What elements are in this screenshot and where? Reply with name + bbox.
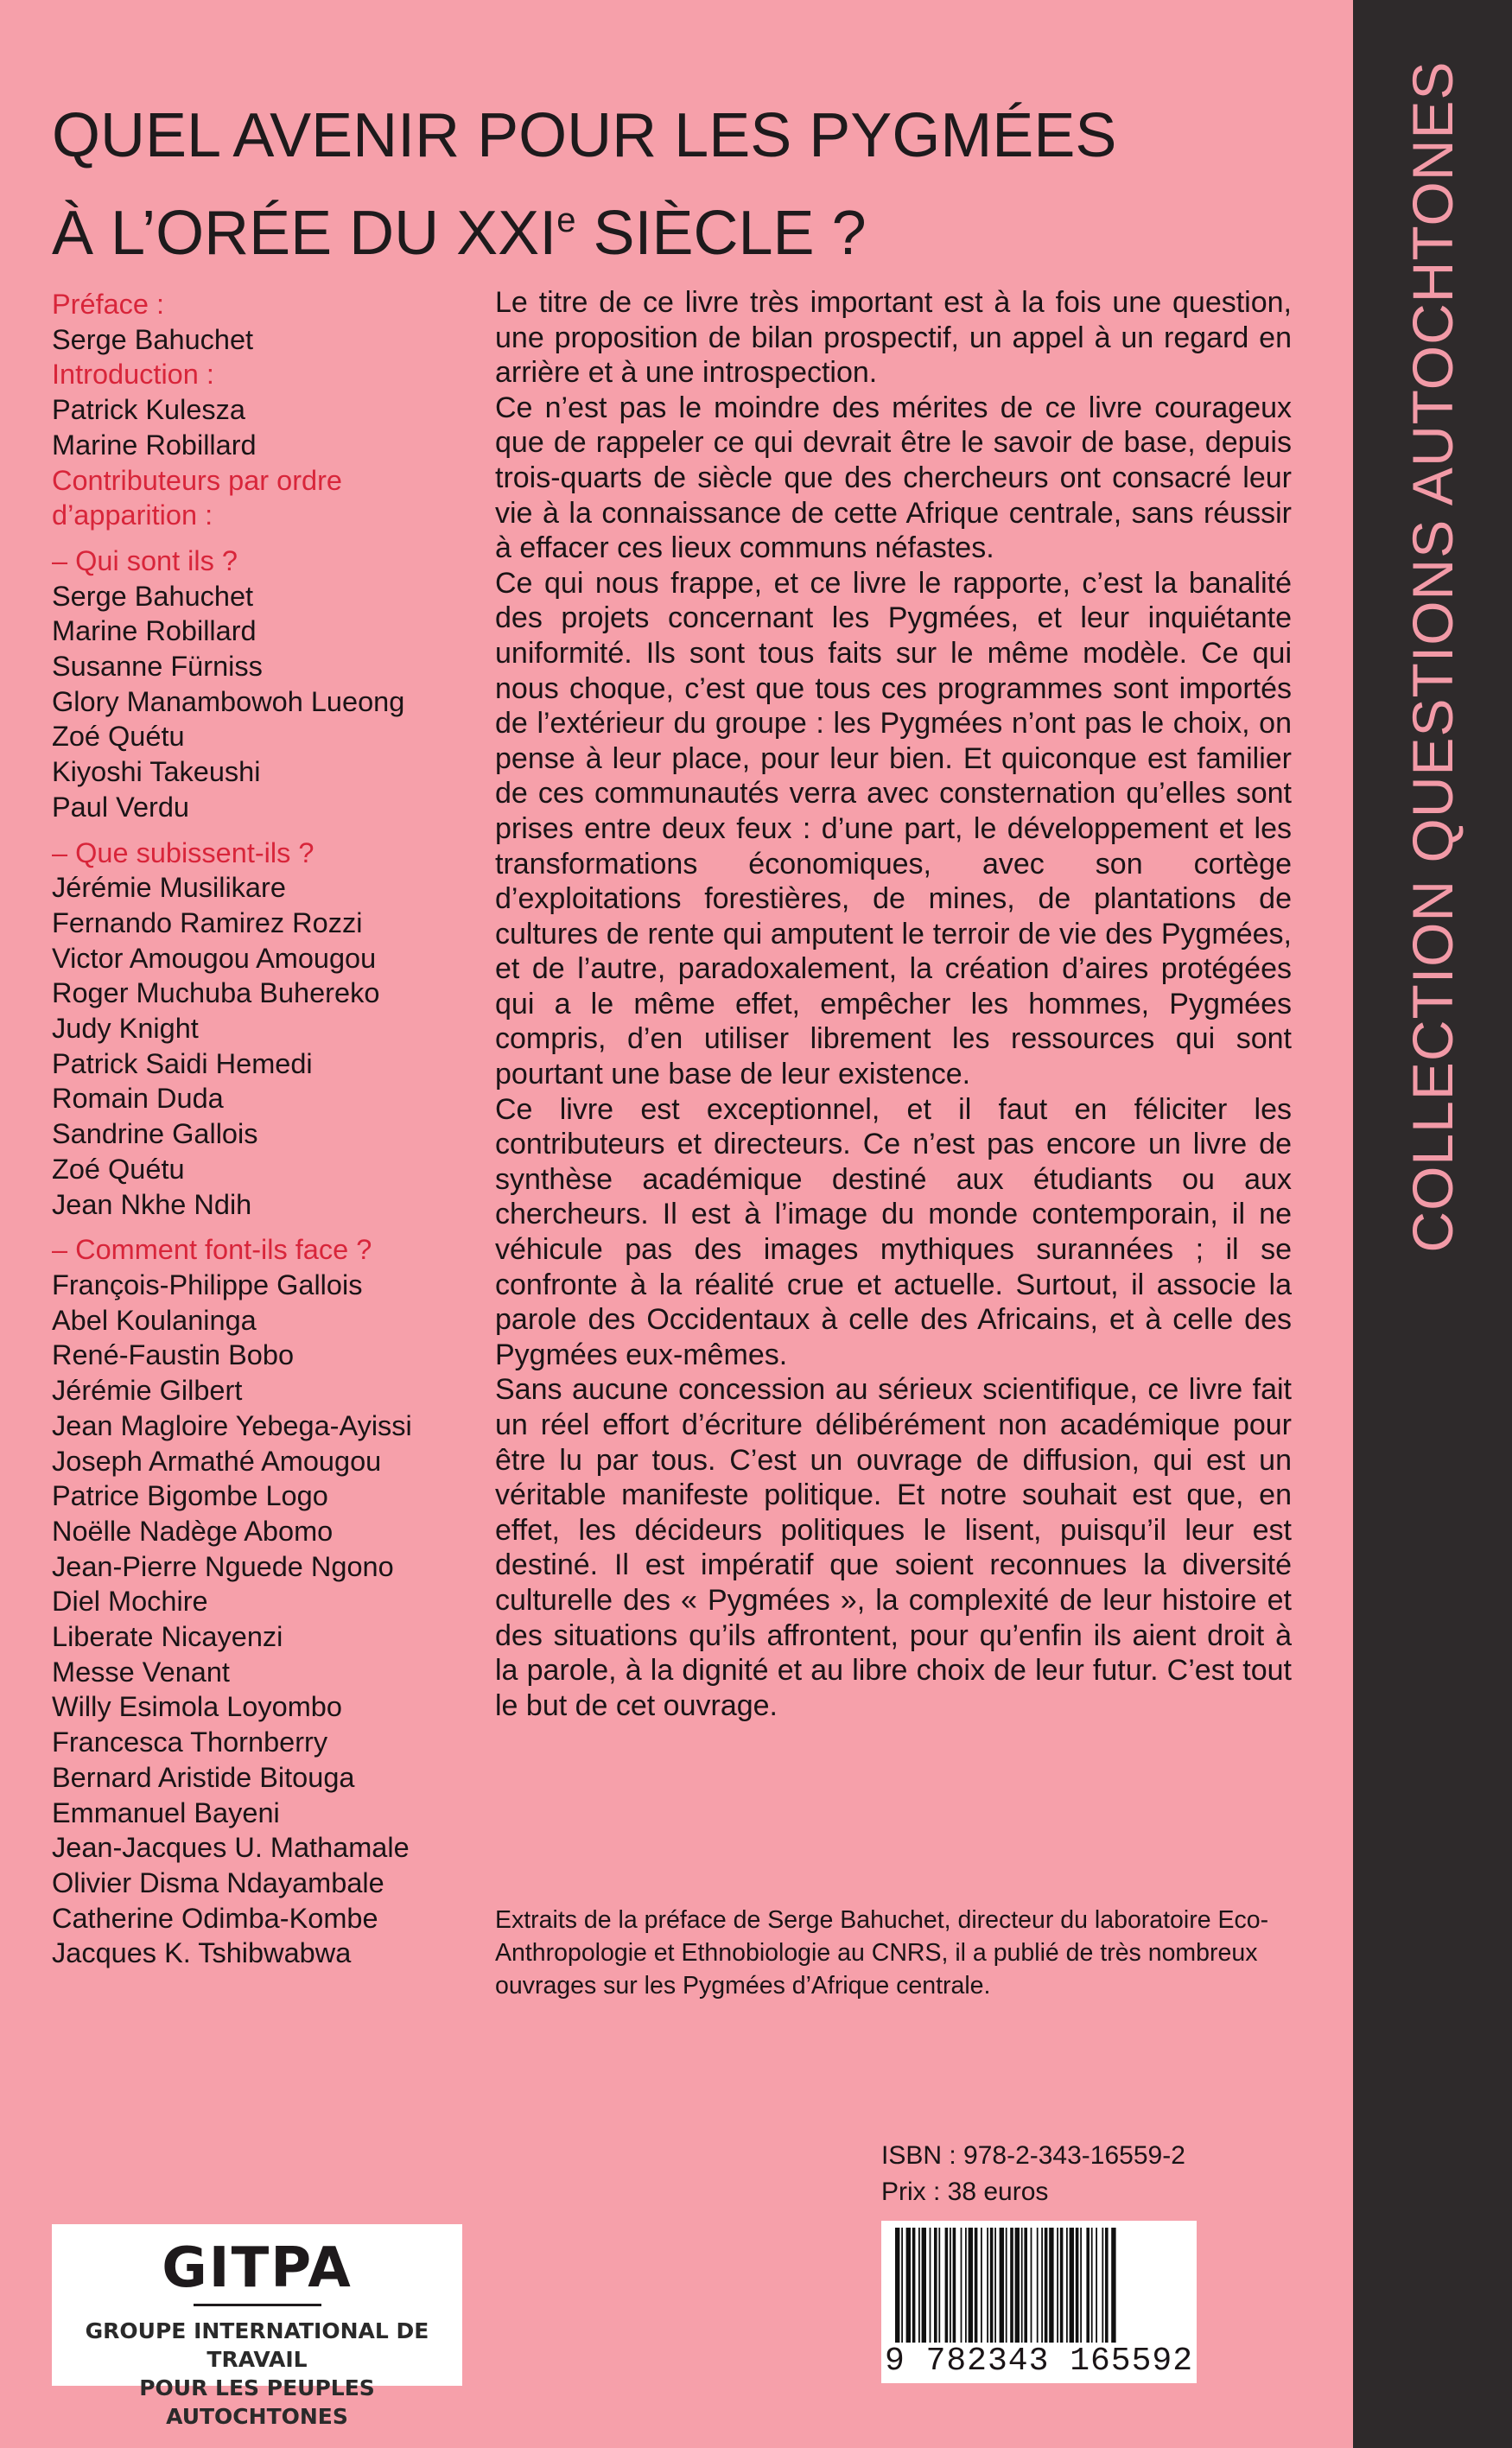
barcode-bar xyxy=(912,2228,916,2349)
contributor-name: Patrice Bigombe Logo xyxy=(52,1480,328,1512)
contributor-name: Jean-Jacques U. Mathamale xyxy=(52,1832,410,1864)
contributor-name: Serge Bahuchet xyxy=(52,580,254,612)
credits-heading: d’apparition : xyxy=(52,499,213,531)
barcode-bar xyxy=(981,2228,982,2349)
contributor-name: Willy Esimola Loyombo xyxy=(52,1691,342,1723)
barcode-bar xyxy=(987,2228,988,2349)
contributor-name: Noëlle Nadège Abomo xyxy=(52,1515,334,1547)
price: Prix : 38 euros xyxy=(881,2178,1049,2206)
barcode-bar xyxy=(975,2228,978,2349)
barcode-bar xyxy=(895,2228,899,2349)
barcode-bar xyxy=(1024,2228,1027,2349)
logo-name: GITPA xyxy=(162,2236,353,2300)
barcode-bar xyxy=(969,2228,973,2349)
barcode-bar xyxy=(1015,2228,1020,2349)
contributor-name: Patrick Saidi Hemedi xyxy=(52,1047,313,1079)
barcode-bar xyxy=(1060,2228,1064,2349)
barcode-bar xyxy=(1031,2228,1032,2349)
contributor-name: Romain Duda xyxy=(52,1083,224,1115)
paragraph: Ce n’est pas le moindre des mérites de ce livre courageux que de rappeler ce qui devrait être le savoir de base, depuis trois-quarts de siècle que des chercheurs ont consacré leur vie à la connaissance de cette Afrique centrale, sans réussir à effacer ces lieux communs néfastes. xyxy=(495,391,1292,565)
contributor-name: René-Faustin Bobo xyxy=(52,1339,295,1371)
contributor-name: Olivier Disma Ndayambale xyxy=(52,1866,384,1898)
credits-heading: – Comment font-ils face ? xyxy=(52,1234,372,1266)
barcode-bar xyxy=(1070,2228,1074,2349)
contributor-name: Serge Bahuchet xyxy=(52,323,254,355)
contributor-name: Messe Venant xyxy=(52,1656,230,1688)
barcode-bar xyxy=(1041,2228,1043,2349)
barcode-bar xyxy=(1057,2228,1058,2349)
barcode-bar xyxy=(1037,2228,1039,2349)
barcode xyxy=(881,2221,1197,2383)
barcode-bar xyxy=(938,2228,940,2349)
contributor-name: Bernard Aristide Bitouga xyxy=(52,1761,355,1793)
barcode-bar xyxy=(1000,2228,1004,2349)
barcode-bar xyxy=(1066,2228,1068,2349)
logo-divider xyxy=(194,2304,321,2306)
barcode-bar xyxy=(945,2228,949,2349)
title-line-1: QUEL AVENIR POUR LES PYGMÉES xyxy=(52,101,1117,170)
barcode-bar xyxy=(1049,2228,1053,2349)
barcode-bar xyxy=(1091,2228,1093,2349)
barcode-bar xyxy=(1102,2228,1103,2349)
paragraph: Ce livre est exceptionnel, et il faut en féliciter les contributeurs et directeurs. Ce n’est pas encore un livre de synthèse académique destiné aux étudiants ou aux chercheurs. Il est à l’image du monde contemporain, il ne véhicule pas des images mythiques surannées ; il se confronte à la réalité crue et actuelle. Surtout, il associe la parole des Occidentaux à celle des Africains, et à celle des Pygmées eux-mêmes. xyxy=(495,1092,1292,1371)
paragraph: Le titre de ce livre très important est à la fois une question, une proposition de bilan prospectif, un appel à un regard en arrière et à une introspection. xyxy=(495,286,1292,390)
logo-line-1: GROUPE INTERNATIONAL DE TRAVAIL xyxy=(85,2318,429,2372)
barcode-bar xyxy=(1111,2228,1115,2349)
barcode-bar xyxy=(990,2228,994,2349)
barcode-bar xyxy=(922,2228,926,2349)
barcode-bar xyxy=(994,2228,996,2349)
barcode-bar xyxy=(930,2228,931,2349)
barcode-bar xyxy=(1006,2228,1007,2349)
contributor-name: Jean-Pierre Nguede Ngono xyxy=(52,1550,394,1582)
barcode-number: 9 782343 165592 xyxy=(881,2343,1197,2380)
contributor-name: Glory Manambowoh Lueong xyxy=(52,685,405,717)
contributor-name: Jean Nkhe Ndih xyxy=(52,1188,252,1220)
logo-line-2: POUR LES PEUPLES AUTOCHTONES xyxy=(139,2375,375,2429)
contributor-name: Jean Magloire Yebega-Ayissi xyxy=(52,1409,412,1441)
isbn-number: ISBN : 978-2-343-16559-2 xyxy=(881,2141,1185,2170)
barcode-bar xyxy=(950,2228,951,2349)
contributor-name: Marine Robillard xyxy=(52,429,257,461)
contributor-name: Liberate Nicayenzi xyxy=(52,1621,283,1653)
contributor-name: Catherine Odimba-Kombe xyxy=(52,1902,378,1934)
contributors-list xyxy=(52,287,467,1971)
contributor-name: Abel Koulaninga xyxy=(52,1304,257,1336)
barcode-bar xyxy=(1080,2228,1082,2349)
book-title xyxy=(52,93,1116,276)
contributor-name: François-Philippe Gallois xyxy=(52,1269,363,1300)
contributor-name: Jacques K. Tshibwabwa xyxy=(52,1937,352,1969)
credits-heading: Préface : xyxy=(52,289,165,320)
paragraph: Ce qui nous frappe, et ce livre le rapporte, c’est la banalité des projets concernant les Pygmées, et leur inquiétante uniformité. Ils sont tous faits sur le même modèle. Ce qui nous choque, c’est que tous ces programmes sont importés de l’extérieur du groupe : les Pygmées n’ont pas le choix, on pense à leur place, pour leur bien. Et quiconque est familier de ces communautés verra avec consternation qu’elles sont prises entre deux feux : d’une part, le développement et les transformations économiques, avec son cortège d’exploitations forestières, de mines, de plantations de cultures de rente qui amputent le terroir de vie des Pygmées, et de l’autre, paradoxalement, la création d’aires protégées qui a le même effet, empêcher les hommes, Pygmées compris, d’en utiliser librement les ressources qui sont pourtant une base de leur existence. xyxy=(495,566,1292,1091)
preface-attribution: Extraits de la préface de Serge Bahuchet, directeur du laboratoire Eco-Anthropologie et Ethnobiologie au CNRS, il a publié de très nombreux ouvrages sur les Pygmées d’Afrique centrale. xyxy=(495,1906,1269,2000)
barcode-bar xyxy=(1045,2228,1048,2349)
barcode-bar xyxy=(965,2228,967,2349)
contributor-name: Kiyoshi Takeushi xyxy=(52,756,261,788)
barcode-bar xyxy=(906,2228,911,2349)
barcode-bar xyxy=(953,2228,956,2349)
barcode-bar xyxy=(934,2228,937,2349)
contributor-name: Paul Verdu xyxy=(52,791,190,823)
barcode-bar xyxy=(918,2228,920,2349)
barcode-bar xyxy=(1010,2228,1013,2349)
barcode-bar xyxy=(1086,2228,1090,2349)
paragraph: Sans aucune concession au sérieux scientifique, ce livre fait un réel effort d’écriture délibérément non académique pour être lu par tous. C’est un ouvrage de diffusion, qui est un véritable manifeste politique. Et notre souhait est que, en effet, les décideurs politiques le lisent, puisqu’il leur est destiné. Il est impératif que soient reconnues la diversité culturelle des « Pygmées », la complexité de leur histoire et des situations qu’ils affrontent, pour qu’enfin ils aient droit à la parole, à la dignité et au libre choix de leur futur. C’est tout le but de cet ouvrage. xyxy=(495,1373,1292,1722)
credits-heading: – Qui sont ils ? xyxy=(52,544,238,576)
barcode-bar xyxy=(1076,2228,1079,2349)
barcode-bar xyxy=(901,2228,903,2349)
contributor-name: Francesca Thornberry xyxy=(52,1726,328,1758)
contributor-name: Victor Amougou Amougou xyxy=(52,942,377,974)
collection-title: COLLECTION QUESTIONS AUTOCHTONES xyxy=(1401,60,1464,1253)
credits-heading: Contributeurs par ordre xyxy=(52,464,342,496)
contributor-name: Jérémie Musilikare xyxy=(52,872,286,904)
contributor-name: Judy Knight xyxy=(52,1013,199,1045)
barcode-bars xyxy=(893,2228,1185,2349)
title-line-2: À L’ORÉE DU XXIe SIÈCLE ? xyxy=(52,199,867,268)
publisher-logo xyxy=(52,2224,462,2429)
contributor-name: Marine Robillard xyxy=(52,615,257,647)
contributor-name: Sandrine Gallois xyxy=(52,1118,258,1150)
credits-heading: – Que subissent-ils ? xyxy=(52,836,314,868)
contributor-name: Emmanuel Bayeni xyxy=(52,1796,280,1828)
contributor-name: Zoé Quétu xyxy=(52,721,185,753)
barcode-bar xyxy=(1105,2228,1109,2349)
contributor-name: Jérémie Gilbert xyxy=(52,1375,243,1407)
barcode-bar xyxy=(1096,2228,1097,2349)
credits-heading: Introduction : xyxy=(52,359,214,391)
isbn-block xyxy=(881,2138,1185,2210)
back-cover-text xyxy=(495,285,1292,1723)
contributor-name: Joseph Armathé Amougou xyxy=(52,1445,382,1477)
contributor-name: Patrick Kulesza xyxy=(52,394,245,426)
barcode-bar xyxy=(1021,2228,1023,2349)
barcode-bar xyxy=(961,2228,962,2349)
contributor-name: Fernando Ramirez Rozzi xyxy=(52,906,363,938)
contributor-name: Susanne Fürniss xyxy=(52,651,263,683)
contributor-name: Zoé Quétu xyxy=(52,1153,185,1185)
contributor-name: Roger Muchuba Buhereko xyxy=(52,977,380,1009)
contributor-name: Diel Mochire xyxy=(52,1586,208,1618)
